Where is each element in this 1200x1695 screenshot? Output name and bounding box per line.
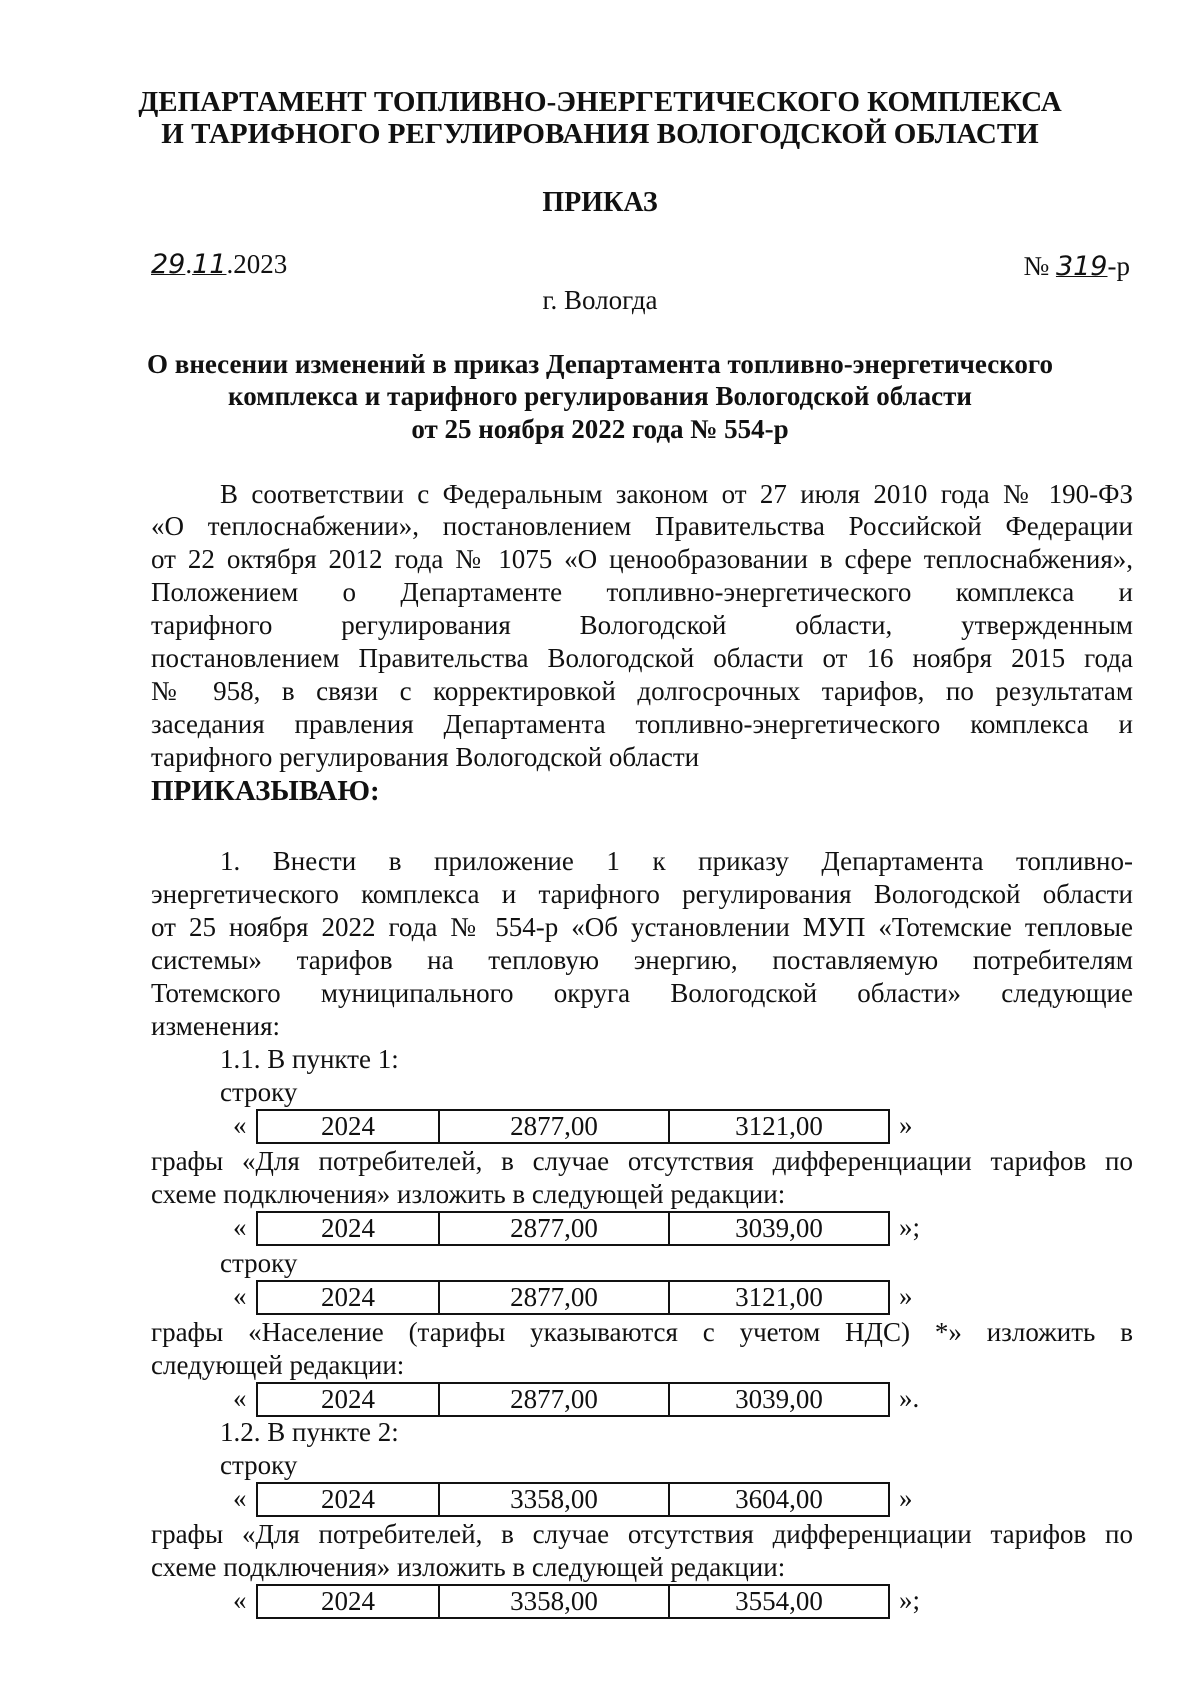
value-cell: 3358,00 xyxy=(438,1586,668,1617)
close-quote: »; xyxy=(899,1212,921,1242)
open-quote: « xyxy=(233,1281,247,1311)
date-year: .2023 xyxy=(226,249,288,279)
number-value: 319 xyxy=(1055,251,1108,282)
value-cell: 2877,00 xyxy=(438,1213,668,1244)
value-cell: 2877,00 xyxy=(438,1384,668,1415)
value-cell: 3604,00 xyxy=(668,1484,888,1515)
order-word: ПРИКАЗЫВАЮ: xyxy=(151,775,380,807)
preamble-line: В соответствии с Федеральным законом от 27 июля 2010 года № 190-ФЗ xyxy=(220,479,1133,509)
item1-line: энергетического комплекса и тарифного регулирования Вологодской области xyxy=(151,879,1133,909)
preamble-line: тарифного регулирования Вологодской области xyxy=(151,742,700,772)
tariff-cells xyxy=(256,1109,890,1144)
open-quote: « xyxy=(233,1212,247,1242)
document-type: ПРИКАЗ xyxy=(542,187,658,218)
item1-line: Тотемского муниципального округа Вологодской области» следующие xyxy=(151,978,1133,1008)
grafa-consumers-line2: схеме подключения» изложить в следующей редакции: xyxy=(151,1552,786,1582)
value-cell: 3039,00 xyxy=(668,1384,888,1415)
close-quote: »; xyxy=(899,1585,921,1615)
grafa-consumers-line1: графы «Для потребителей, в случае отсутствия дифференциации тарифов по xyxy=(151,1519,1133,1549)
preamble-line: тарифного регулирования Вологодской области, утвержденным xyxy=(151,610,1133,640)
grafa-population-line2: следующей редакции: xyxy=(151,1350,405,1380)
department-name-line1: ДЕПАРТАМЕНТ ТОПЛИВНО-ЭНЕРГЕТИЧЕСКОГО КОМПЛЕКСА xyxy=(138,86,1062,118)
item1-line: изменения: xyxy=(151,1011,281,1041)
number-prefix: № xyxy=(1023,251,1056,281)
close-quote: » xyxy=(899,1281,913,1311)
preamble-line: постановлением Правительства Вологодской области от 16 ноября 2015 года xyxy=(151,643,1133,673)
order-title-line1: О внесении изменений в приказ Департамента топливно-энергетического xyxy=(146,349,1053,379)
preamble-line: Положением о Департаменте топливно-энергетического комплекса и xyxy=(151,577,1133,607)
preamble-line: «О теплоснабжении», постановлением Правительства Российской Федерации xyxy=(151,511,1133,541)
value-cell: 3358,00 xyxy=(438,1484,668,1515)
number-suffix: -р xyxy=(1107,251,1130,281)
value-cell: 2877,00 xyxy=(438,1111,668,1142)
grafa-consumers-line2: схеме подключения» изложить в следующей редакции: xyxy=(151,1179,786,1209)
stroku-label: строку xyxy=(220,1450,298,1480)
stroku-label: строку xyxy=(220,1077,298,1107)
grafa-population-line1: графы «Население (тарифы указываются с учетом НДС) *» изложить в xyxy=(151,1317,1133,1347)
tariff-cells xyxy=(256,1382,890,1417)
city: г. Вологда xyxy=(542,285,658,315)
value-cell: 3554,00 xyxy=(668,1586,888,1617)
year-cell: 2024 xyxy=(321,1484,375,1514)
value-cell: 3121,00 xyxy=(668,1111,888,1142)
date-month: 11 xyxy=(192,249,227,280)
order-number xyxy=(1023,250,1130,283)
open-quote: « xyxy=(233,1383,247,1413)
item1-line: 1. Внести в приложение 1 к приказу Департамента топливно- xyxy=(220,846,1133,876)
preamble-line: от 22 октября 2012 года № 1075 «О ценообразовании в сфере теплоснабжения», xyxy=(151,544,1133,574)
grafa-consumers-line1: графы «Для потребителей, в случае отсутствия дифференциации тарифов по xyxy=(151,1146,1133,1176)
item-1-2-heading: 1.2. В пункте 2: xyxy=(220,1417,399,1447)
tariff-cells xyxy=(256,1482,890,1517)
year-cell: 2024 xyxy=(321,1586,375,1616)
preamble-line: заседания правления Департамента топливно-энергетического комплекса и xyxy=(151,709,1133,739)
item-1-1-heading: 1.1. В пункте 1: xyxy=(220,1044,399,1074)
year-cell: 2024 xyxy=(321,1213,375,1243)
tariff-cells xyxy=(256,1584,890,1619)
value-cell: 3039,00 xyxy=(668,1213,888,1244)
value-cell: 2877,00 xyxy=(438,1282,668,1313)
preamble-line: № 958, в связи с корректировкой долгосрочных тарифов, по результатам xyxy=(151,676,1133,706)
year-cell: 2024 xyxy=(321,1384,375,1414)
close-quote: ». xyxy=(899,1383,920,1413)
item1-line: системы» тарифов на тепловую энергию, поставляемую потребителям xyxy=(151,945,1133,975)
open-quote: « xyxy=(233,1585,247,1615)
date-day: 29 xyxy=(151,249,186,280)
open-quote: « xyxy=(233,1483,247,1513)
tariff-cells xyxy=(256,1211,890,1246)
date-separator: . xyxy=(185,249,193,279)
department-name-line2: И ТАРИФНОГО РЕГУЛИРОВАНИЯ ВОЛОГОДСКОЙ ОБЛАСТИ xyxy=(161,118,1039,150)
tariff-cells xyxy=(256,1280,890,1315)
close-quote: » xyxy=(899,1110,913,1140)
year-cell: 2024 xyxy=(321,1111,375,1141)
order-title-line3: от 25 ноября 2022 года № 554-р xyxy=(411,414,789,444)
item1-line: от 25 ноября 2022 года № 554-р «Об установлении МУП «Тотемские тепловые xyxy=(151,912,1133,942)
order-date xyxy=(151,248,287,281)
open-quote: « xyxy=(233,1110,247,1140)
year-cell: 2024 xyxy=(321,1282,375,1312)
stroku-label: строку xyxy=(220,1248,298,1278)
value-cell: 3121,00 xyxy=(668,1282,888,1313)
close-quote: » xyxy=(899,1483,913,1513)
order-title-line2: комплекса и тарифного регулирования Вологодской области xyxy=(228,381,972,411)
